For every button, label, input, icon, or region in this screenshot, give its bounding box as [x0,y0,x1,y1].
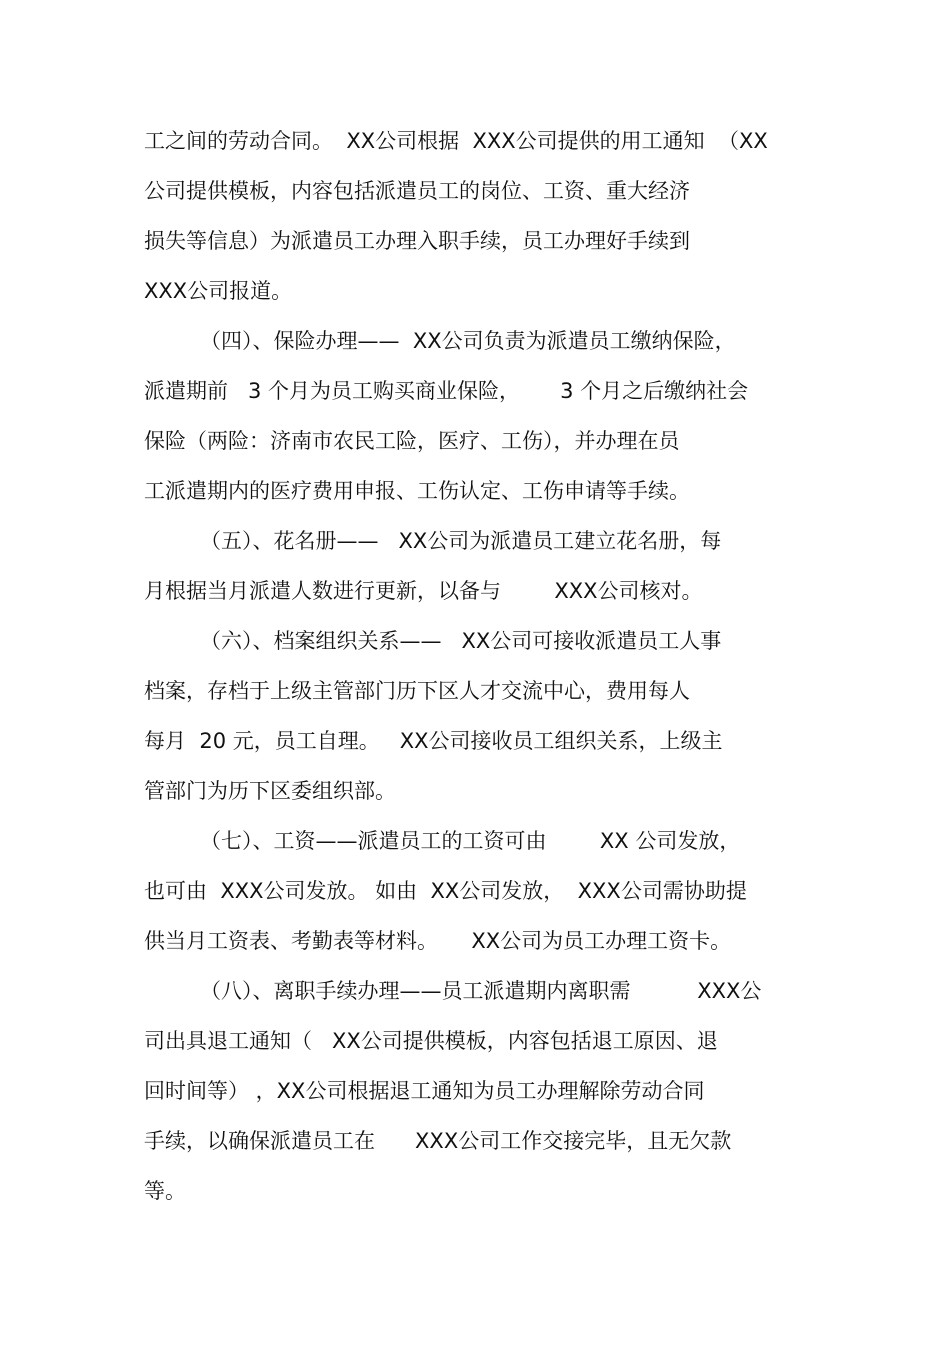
text-line: 派遣期前 3 个月为员工购买商业保险， 3 个月之后缴纳社会 [144,379,749,403]
text-line: 司出具退工通知（ XX公司提供模板，内容包括退工原因、退 [144,1029,718,1053]
text-line: 损失等信息）为派遣员工办理入职手续，员工办理好手续到 [144,229,690,253]
text-line: XXX公司报道。 [144,279,293,303]
text-line: 保险（两险：济南市农民工险，医疗、工伤），并办理在员 [144,429,680,453]
text-line: 每月 20 元，员工自理。 XX公司接收员工组织关系，上级主 [144,729,723,753]
text-line: 工之间的劳动合同。 XX公司根据 XXX公司提供的用工通知 （XX [144,129,768,153]
paragraph-heading-salary: （七）、工资——派遣员工的工资可由 XX 公司发放， [200,829,741,853]
text-line: 档案，存档于上级主管部门历下区人才交流中心，费用每人 [144,679,690,703]
text-line: 回时间等） ，XX公司根据退工通知为员工办理解除劳动合同 [144,1079,705,1103]
paragraph-heading-resignation: （八）、离职手续办理——员工派遣期内离职需 XXX公 [200,979,762,1003]
paragraph-heading-archives: （六）、档案组织关系—— XX公司可接收派遣员工人事 [200,629,722,653]
text-line: 月根据当月派遣人数进行更新，以备与 XXX公司核对。 [144,579,703,603]
text-line: 工派遣期内的医疗费用申报、工伤认定、工伤申请等手续。 [144,479,690,503]
text-line: 管部门为历下区委组织部。 [144,779,396,803]
text-line: 手续，以确保派遣员工在 XXX公司工作交接完毕，且无欠款 [144,1129,732,1153]
text-line: 供当月工资表、考勤表等材料。 XX公司为员工办理工资卡。 [144,929,732,953]
text-line: 公司提供模板，内容包括派遣员工的岗位、工资、重大经济 [144,179,690,203]
paragraph-heading-insurance: （四）、保险办理—— XX公司负责为派遣员工缴纳保险， [200,329,736,353]
paragraph-heading-roster: （五）、花名册—— XX公司为派遣员工建立花名册，每 [200,529,722,553]
text-line: 等。 [144,1179,186,1203]
text-line: 也可由 XXX公司发放。 如由 XX公司发放， XXX公司需协助提 [144,879,747,903]
